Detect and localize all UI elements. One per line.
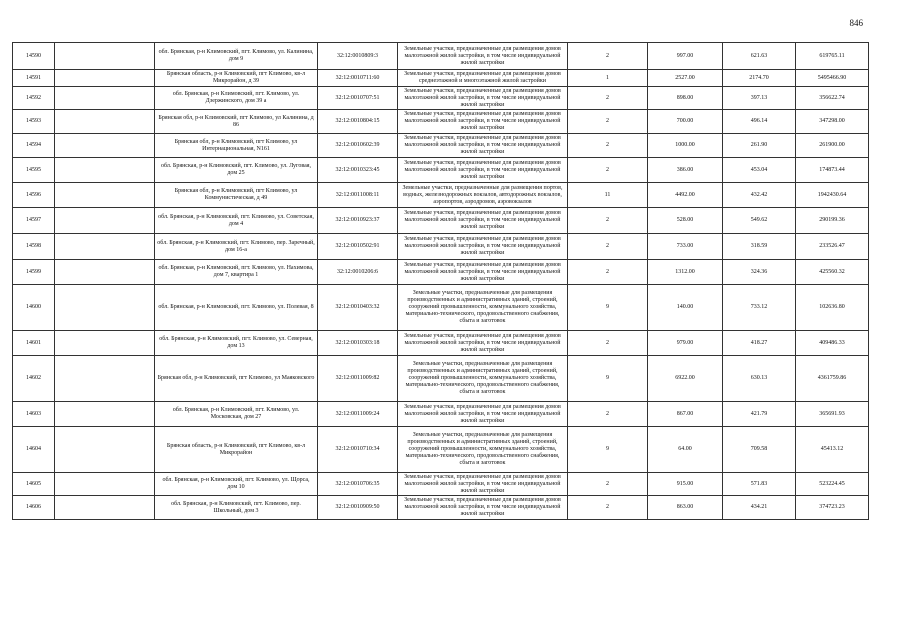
empty-cell <box>55 158 155 183</box>
row-number: 14602 <box>13 356 55 402</box>
table-row <box>13 356 869 402</box>
empty-cell <box>55 427 155 473</box>
area-cell: 1312.00 <box>648 260 723 285</box>
address-cell: Брянская область, р-н Климовский, пгт Климово, кв-л Микрорайон, д 39 <box>155 70 318 87</box>
area-cell: 867.00 <box>648 402 723 427</box>
cadastral-number-cell: 32:12:0010602:39 <box>318 134 398 158</box>
land-purpose-cell: Земельные участки, предназначенные для размещения производственных и административных зданий, строений, сооружений промышленности, коммунального хозяйства, материально-технического, продовольственного снабжения, сбыта и заготовок <box>398 356 568 402</box>
row-number: 14597 <box>13 208 55 234</box>
area-cell: 898.00 <box>648 87 723 110</box>
empty-cell <box>55 234 155 260</box>
specific-value-cell: 621.63 <box>723 43 796 70</box>
specific-value-cell: 496.14 <box>723 110 796 134</box>
address-cell: обл. Брянская, р-н Климовский, пгт. Климово, ул. Московская, дом 27 <box>155 402 318 427</box>
group-cell: 2 <box>568 134 648 158</box>
empty-cell <box>55 43 155 70</box>
row-number: 14600 <box>13 285 55 331</box>
area-cell: 863.00 <box>648 496 723 520</box>
empty-cell <box>55 331 155 356</box>
cadastral-value-cell: 425560.32 <box>796 260 869 285</box>
area-cell: 140.00 <box>648 285 723 331</box>
address-cell: Брянская обл, р-н Климовский, пгт Климово, ул Маяковского <box>155 356 318 402</box>
land-purpose-cell: Земельные участки, предназначенные для размещения домов малоэтажной жилой застройки, в том числе индивидуальной жилой застройки <box>398 496 568 520</box>
table-row <box>13 427 869 473</box>
empty-cell <box>55 285 155 331</box>
row-number: 14598 <box>13 234 55 260</box>
land-purpose-cell: Земельные участки, предназначенные для размещения домов малоэтажной жилой застройки, в том числе индивидуальной жилой застройки <box>398 331 568 356</box>
land-purpose-cell: Земельные участки, предназначенные для размещения домов малоэтажной жилой застройки, в том числе индивидуальной жилой застройки <box>398 43 568 70</box>
area-cell: 4492.00 <box>648 183 723 208</box>
cadastral-value-cell: 619765.11 <box>796 43 869 70</box>
area-cell: 979.00 <box>648 331 723 356</box>
row-number: 14605 <box>13 473 55 496</box>
area-cell: 2527.00 <box>648 70 723 87</box>
address-cell: обл. Брянская, р-н Климовский, пгт. Климово, ул. Щорса, дом 10 <box>155 473 318 496</box>
land-purpose-cell: Земельные участки, предназначенные для размещения производственных и административных зданий, строений, сооружений промышленности, коммунального хозяйства, материально-технического, продовольственного снабжения, сбыта и заготовок <box>398 427 568 473</box>
cadastral-number-cell: 32:12:0010502:91 <box>318 234 398 260</box>
cadastral-value-cell: 356622.74 <box>796 87 869 110</box>
cadastral-value-cell: 347298.00 <box>796 110 869 134</box>
row-number: 14591 <box>13 70 55 87</box>
cadastral-number-cell: 32:12:0010707:51 <box>318 87 398 110</box>
specific-value-cell: 261.90 <box>723 134 796 158</box>
cadastral-value-cell: 409486.33 <box>796 331 869 356</box>
table-row <box>13 260 869 285</box>
area-cell: 733.00 <box>648 234 723 260</box>
group-cell: 2 <box>568 110 648 134</box>
empty-cell <box>55 183 155 208</box>
area-cell: 6922.00 <box>648 356 723 402</box>
table-row <box>13 331 869 356</box>
cadastral-number-cell: 32:12:0010711:60 <box>318 70 398 87</box>
group-cell: 2 <box>568 473 648 496</box>
address-cell: обл. Брянская, р-н Климовский, пгт. Климово, ул. Дзержинского, дом 39 а <box>155 87 318 110</box>
row-number: 14592 <box>13 87 55 110</box>
group-cell: 2 <box>568 234 648 260</box>
cadastral-value-cell: 102636.80 <box>796 285 869 331</box>
specific-value-cell: 709.58 <box>723 427 796 473</box>
cadastral-number-cell: 32:12:0011009:24 <box>318 402 398 427</box>
row-number: 14599 <box>13 260 55 285</box>
area-cell: 997.00 <box>648 43 723 70</box>
land-purpose-cell: Земельные участки, предназначенные для размещения домов малоэтажной жилой застройки, в том числе индивидуальной жилой застройки <box>398 87 568 110</box>
cadastral-value-cell: 290199.36 <box>796 208 869 234</box>
cadastral-number-cell: 32:12:0010809:3 <box>318 43 398 70</box>
group-cell: 2 <box>568 208 648 234</box>
land-purpose-cell: Земельные участки, предназначенные для размещения производственных и административных зданий, строений, сооружений промышленности, коммунального хозяйства, материально-технического, продовольственного снабжения, сбыта и заготовок <box>398 285 568 331</box>
address-cell: обл. Брянская, р-н Климовский, пгт. Климово, ул. Луговая, дом 25 <box>155 158 318 183</box>
specific-value-cell: 549.62 <box>723 208 796 234</box>
address-cell: Брянская область, р-н Климовский, пгт Климово, кв-л Микрорайон <box>155 427 318 473</box>
cadastral-value-cell: 523224.45 <box>796 473 869 496</box>
specific-value-cell: 571.83 <box>723 473 796 496</box>
area-cell: 700.00 <box>648 110 723 134</box>
empty-cell <box>55 110 155 134</box>
specific-value-cell: 418.27 <box>723 331 796 356</box>
address-cell: обл. Брянская, р-н Климовский, пгт. Климово, ул. Полевая, 8 <box>155 285 318 331</box>
cadastral-value-table <box>12 42 869 520</box>
group-cell: 9 <box>568 285 648 331</box>
cadastral-value-cell: 1942430.64 <box>796 183 869 208</box>
table-row <box>13 70 869 87</box>
address-cell: обл. Брянская, р-н Климовский, пгт. Климово, пер. Школьный, дом 3 <box>155 496 318 520</box>
area-cell: 386.00 <box>648 158 723 183</box>
row-number: 14593 <box>13 110 55 134</box>
row-number: 14604 <box>13 427 55 473</box>
page-number: 846 <box>849 18 863 28</box>
empty-cell <box>55 260 155 285</box>
cadastral-number-cell: 32:12:0010206:6 <box>318 260 398 285</box>
row-number: 14595 <box>13 158 55 183</box>
table-row <box>13 183 869 208</box>
address-cell: обл. Брянская, р-н Климовский, пгт. Климово, ул. Советская, дом 4 <box>155 208 318 234</box>
land-purpose-cell: Земельные участки, предназначенные для размещения портов, водных, железнодорожных вокзалов, автодорожных вокзалов, аэропортов, аэродромов, аэровокзалов <box>398 183 568 208</box>
row-number: 14601 <box>13 331 55 356</box>
cadastral-number-cell: 32:12:0011008:11 <box>318 183 398 208</box>
specific-value-cell: 318.59 <box>723 234 796 260</box>
specific-value-cell: 397.13 <box>723 87 796 110</box>
group-cell: 2 <box>568 331 648 356</box>
address-cell: Брянская обл, р-н Климовский, пгт Климово, ул Коммунистическая, д 49 <box>155 183 318 208</box>
empty-cell <box>55 208 155 234</box>
cadastral-value-cell: 233526.47 <box>796 234 869 260</box>
group-cell: 2 <box>568 87 648 110</box>
table-row <box>13 87 869 110</box>
empty-cell <box>55 356 155 402</box>
table-row <box>13 158 869 183</box>
table-row <box>13 285 869 331</box>
row-number: 14603 <box>13 402 55 427</box>
specific-value-cell: 421.79 <box>723 402 796 427</box>
land-purpose-cell: Земельные участки, предназначенные для размещения домов малоэтажной жилой застройки, в том числе индивидуальной жилой застройки <box>398 158 568 183</box>
empty-cell <box>55 87 155 110</box>
land-purpose-cell: Земельные участки, предназначенные для размещения домов малоэтажной жилой застройки, в том числе индивидуальной жилой застройки <box>398 208 568 234</box>
address-cell: обл. Брянская, р-н Климовский, пгт. Климово, ул. Северная, дом 13 <box>155 331 318 356</box>
group-cell: 9 <box>568 356 648 402</box>
area-cell: 64.00 <box>648 427 723 473</box>
table-row <box>13 473 869 496</box>
cadastral-number-cell: 32:12:0010706:35 <box>318 473 398 496</box>
group-cell: 2 <box>568 260 648 285</box>
empty-cell <box>55 134 155 158</box>
table-row <box>13 110 869 134</box>
address-cell: обл. Брянская, р-н Климовский, пгт. Климово, ул. Калинина, дом 9 <box>155 43 318 70</box>
specific-value-cell: 453.04 <box>723 158 796 183</box>
specific-value-cell: 434.21 <box>723 496 796 520</box>
cadastral-value-cell: 4361759.86 <box>796 356 869 402</box>
address-cell: Брянская обл, р-н Климовский, пгт Климово, ул Калинина, д 86 <box>155 110 318 134</box>
table-row <box>13 234 869 260</box>
table-row <box>13 402 869 427</box>
cadastral-value-cell: 365691.93 <box>796 402 869 427</box>
row-number: 14594 <box>13 134 55 158</box>
land-purpose-cell: Земельные участки, предназначенные для размещения домов малоэтажной жилой застройки, в том числе индивидуальной жилой застройки <box>398 134 568 158</box>
group-cell: 1 <box>568 70 648 87</box>
row-number: 14606 <box>13 496 55 520</box>
land-purpose-cell: Земельные участки, предназначенные для размещения домов малоэтажной жилой застройки, в том числе индивидуальной жилой застройки <box>398 234 568 260</box>
empty-cell <box>55 402 155 427</box>
table-row <box>13 208 869 234</box>
empty-cell <box>55 496 155 520</box>
cadastral-value-cell: 5495466.90 <box>796 70 869 87</box>
cadastral-number-cell: 32:12:0010323:45 <box>318 158 398 183</box>
cadastral-number-cell: 32:12:0010909:50 <box>318 496 398 520</box>
empty-cell <box>55 70 155 87</box>
land-purpose-cell: Земельные участки, предназначенные для размещения домов малоэтажной жилой застройки, в том числе индивидуальной жилой застройки <box>398 260 568 285</box>
cadastral-value-cell: 45413.12 <box>796 427 869 473</box>
cadastral-number-cell: 32:12:0010403:32 <box>318 285 398 331</box>
area-cell: 915.00 <box>648 473 723 496</box>
cadastral-number-cell: 32:12:0011009:82 <box>318 356 398 402</box>
table-row <box>13 496 869 520</box>
cadastral-number-cell: 32:12:0010923:37 <box>318 208 398 234</box>
table-body <box>13 43 869 520</box>
table-row <box>13 134 869 158</box>
area-cell: 1000.00 <box>648 134 723 158</box>
cadastral-number-cell: 32:12:0010710:34 <box>318 427 398 473</box>
land-purpose-cell: Земельные участки, предназначенные для размещения домов малоэтажной жилой застройки, в том числе индивидуальной жилой застройки <box>398 110 568 134</box>
address-cell: Брянская обл, р-н Климовский, пгт Климово, ул Интернациональная, N161 <box>155 134 318 158</box>
land-purpose-cell: Земельные участки, предназначенные для размещения домов малоэтажной жилой застройки, в том числе индивидуальной жилой застройки <box>398 402 568 427</box>
row-number: 14596 <box>13 183 55 208</box>
area-cell: 528.00 <box>648 208 723 234</box>
cadastral-value-cell: 174873.44 <box>796 158 869 183</box>
cadastral-number-cell: 32:12:0010804:15 <box>318 110 398 134</box>
specific-value-cell: 630.13 <box>723 356 796 402</box>
group-cell: 11 <box>568 183 648 208</box>
group-cell: 2 <box>568 496 648 520</box>
land-purpose-cell: Земельные участки, предназначенные для размещения домов среднеэтажной и многоэтажной жилой застройки <box>398 70 568 87</box>
specific-value-cell: 432.42 <box>723 183 796 208</box>
group-cell: 2 <box>568 402 648 427</box>
address-cell: обл. Брянская, р-н Климовский, пгт. Климово, ул. Нахимова, дом 7, квартира 1 <box>155 260 318 285</box>
cadastral-value-cell: 261900.00 <box>796 134 869 158</box>
group-cell: 2 <box>568 43 648 70</box>
cadastral-value-cell: 374723.23 <box>796 496 869 520</box>
group-cell: 2 <box>568 158 648 183</box>
row-number: 14590 <box>13 43 55 70</box>
table-row <box>13 43 869 70</box>
group-cell: 9 <box>568 427 648 473</box>
address-cell: обл. Брянская, р-н Климовский, пгт. Климово, пер. Заречный, дом 16-а <box>155 234 318 260</box>
specific-value-cell: 733.12 <box>723 285 796 331</box>
specific-value-cell: 324.36 <box>723 260 796 285</box>
empty-cell <box>55 473 155 496</box>
land-purpose-cell: Земельные участки, предназначенные для размещения домов малоэтажной жилой застройки, в том числе индивидуальной жилой застройки <box>398 473 568 496</box>
specific-value-cell: 2174.70 <box>723 70 796 87</box>
cadastral-number-cell: 32:12:0010303:18 <box>318 331 398 356</box>
